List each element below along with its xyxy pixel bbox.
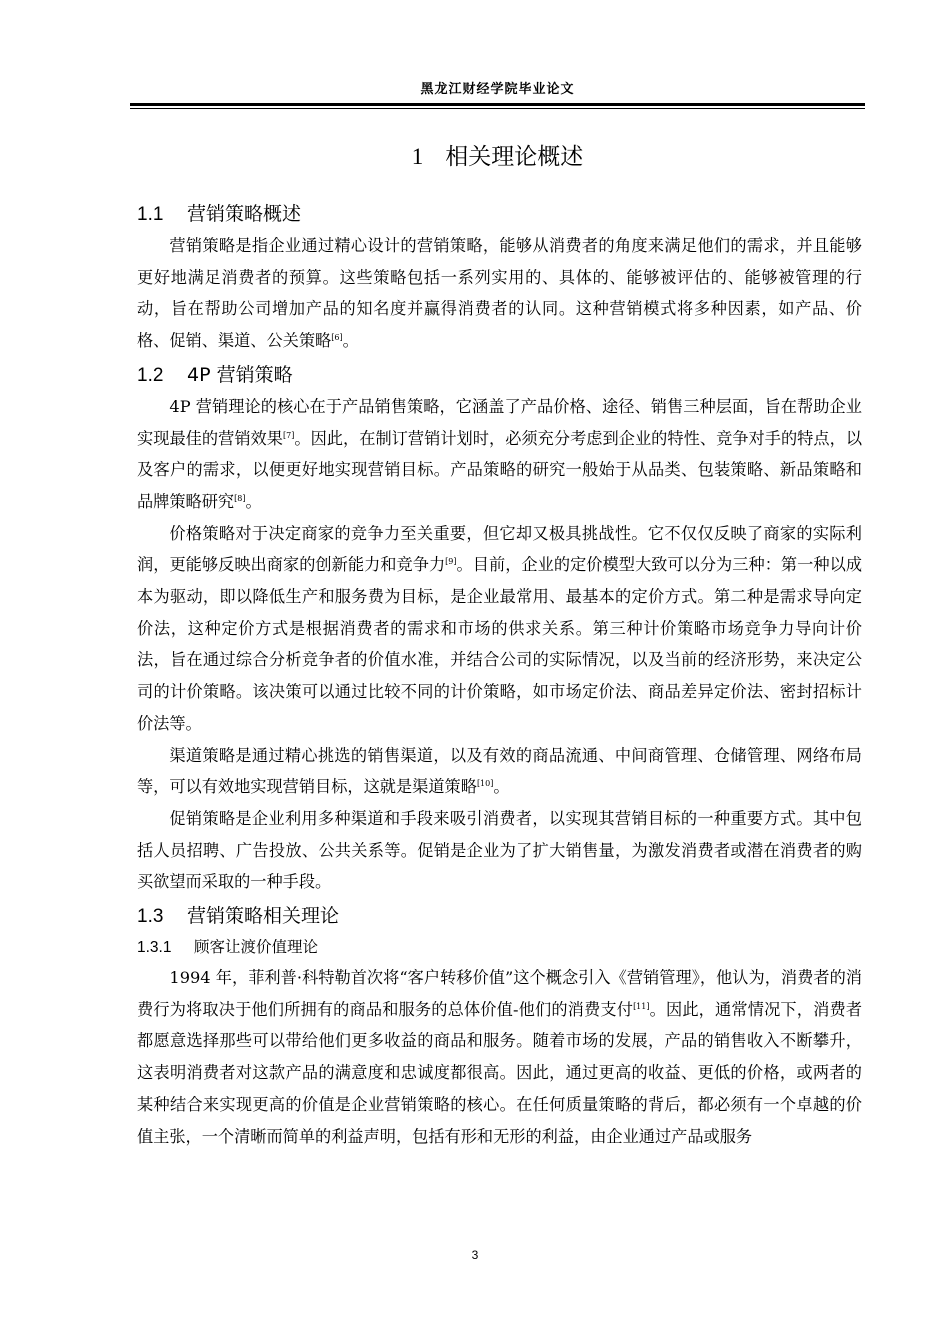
paragraph-text: 。因此，通常情况下，消费者都愿意选择那些可以带给他们更多收益的商品和服务。随着市场的发展，产品的销售收入不断攀升，这表明消费者对这款产品的满意度和忠诚度都很高。因此，通过更高的收益、更低的价格，或两者的某种结合来实现更高的价值是企业营销策略的核心。在任何质量策略的背后，都必须有一个卓越的价值主张，一个清晰而简单的利益声明，包括有形和无形的利益，由企业通过产品或服务 (137, 999, 863, 1146)
paragraph-text: 4P 营销理论的核心在于产品销售策略，它涵盖了产品价格、途径、销售三种层面，旨在帮助企业实现最佳的营销效果 (137, 396, 862, 448)
paragraph-text: 。 (245, 491, 262, 511)
section-number: 1.3 (137, 906, 164, 928)
section-title: 营销策略概述 (187, 203, 302, 225)
paragraph-price-strategy (137, 518, 862, 740)
section-number: 1.1 (137, 204, 164, 225)
paragraph-customer-delivered-value (137, 962, 862, 1152)
section-title: 营销策略相关理论 (187, 905, 340, 928)
section-title: 4P 营销策略 (187, 363, 293, 386)
paragraph-channel-strategy (137, 740, 862, 803)
section-heading-1-1 (137, 198, 862, 230)
section-number: 1.2 (137, 364, 164, 386)
paragraph-text: 1994 年，菲利普·科特勒首次将“客户转移价值”这个概念引入《营销管理》，他认为，消费者的消费行为将取决于他们所拥有的商品和服务的总体价值-他们的消费支付 (137, 968, 862, 1019)
chapter-number: 1 (411, 144, 424, 169)
paragraph-text: 。 (342, 331, 359, 351)
citation-ref: [7] (282, 430, 295, 440)
document-body (137, 198, 862, 1152)
chapter-title-text: 相关理论概述 (445, 144, 584, 170)
citation-ref: [9] (445, 557, 457, 567)
paragraph-text: 促销策略是企业利用多种渠道和手段来吸引消费者，以实现其营销目标的一种重要方式。其中包括人员招聘、广告投放、公共关系等。促销是企业为了扩大销售量，为激发消费者或潜在消费者的购买欲望而采取的一种手段。 (137, 808, 862, 892)
header-rule-thick (130, 103, 865, 106)
chapter-title (130, 138, 865, 174)
paragraph-marketing-strategy-overview (137, 230, 862, 357)
page-header (130, 70, 865, 108)
paragraph-text: 营销策略是指企业通过精心设计的营销策略，能够从消费者的角度来满足他们的需求，并且能够更好地满足消费者的预算。这些策略包括一系列实用的、具体的、能够被评估的、能够被管理的行动，旨在帮助公司增加产品的知名度并赢得消费者的认同。这种营销模式将多种因素，如产品、价格、促销、渠道、公关策略 (137, 236, 862, 351)
header-rule-thin (130, 108, 865, 109)
paragraph-text: 。目前，企业的定价模型大致可以分为三种：第一种以成本为驱动，即以降低生产和服务费为目标，是企业最常用、最基本的定价方式。第二种是需求导向定价法，这种定价方式是根据消费者的需求和市场的供求关系。第三种计价策略市场竞争力导向计价法，旨在通过综合分析竞争者的价值水准，并结合公司的实际情况，以及当前的经济形势，来决定公司的计价策略。该决策可以通过比较不同的计价策略，如市场定价法、商品差异定价法、密封招标计价法等。 (137, 555, 863, 733)
citation-ref: [8] (234, 493, 246, 503)
paragraph-text: 渠道策略是通过精心挑选的销售渠道，以及有效的商品流通、中间商管理、仓储管理、网络布局等，可以有效地实现营销目标，这就是渠道策略 (137, 745, 862, 797)
paragraph-4p-theory (137, 391, 862, 518)
header-title: 黑龙江财经学院毕业论文 (420, 82, 575, 97)
section-heading-1-2 (137, 359, 862, 391)
citation-ref: [6] (331, 333, 343, 343)
section-heading-1-3 (137, 900, 862, 932)
paragraph-text: 。 (493, 777, 510, 797)
paragraph-promotion-strategy (137, 803, 862, 898)
citation-ref: [11] (633, 1001, 650, 1011)
citation-ref: [10] (476, 779, 494, 789)
paragraph-text: 。因此，在制订营销计划时，必须充分考虑到企业的特性、竞争对手的特点，以及客户的需求，以便更好地实现营销目标。产品策略的研究一般始于从品类、包装策略、新品策略和品牌策略研究 (137, 428, 863, 511)
subsection-title: 顾客让渡价值理论 (194, 938, 319, 957)
subsection-heading-1-3-1 (137, 932, 862, 962)
subsection-number: 1.3.1 (137, 939, 172, 957)
page-number: 3 (471, 1248, 479, 1262)
paragraph-text: 价格策略对于决定商家的竞争力至关重要，但它却又极具挑战性。它不仅仅反映了商家的实际利润，更能够反映出商家的创新能力和竞争力 (137, 523, 862, 575)
